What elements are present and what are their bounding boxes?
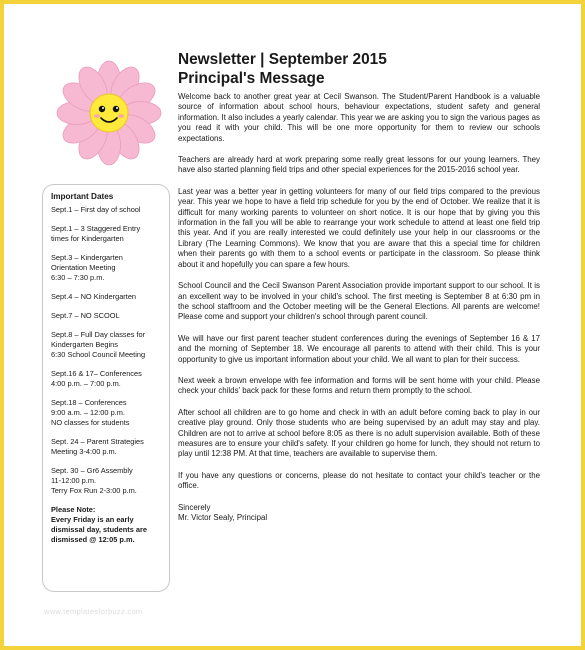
message-body [178,92,540,492]
important-dates-heading: Important Dates [51,192,114,201]
date-entry-line: Terry Fox Run 2-3:00 p.m. [51,486,137,495]
date-entry-line: 6:30 – 7:30 p.m. [51,273,105,282]
date-entry-line: Sept.7 – NO SCOOL [51,311,120,320]
date-entry [51,253,162,283]
flower-right-eye [113,106,119,112]
date-entry-line: Sept. 24 – Parent Strategies [51,437,144,446]
message-paragraph: Next week a brown envelope with fee information and forms will be sent home with your child. Please check your childs' back pack for these forms and return them promptly to the school. [178,375,540,396]
note-line: Every Friday is an early [51,515,134,524]
message-paragraph: School Council and the Cecil Swanson Parent Association provide important support to our school. It is an excellent way to be involved in your child's school. The first meeting is September 8 at 6:30 pm in the school staffroom and the October meeting will be the General Elections. All parents are welcome! Please come and support your children's school through parent council. [178,281,540,322]
newsletter-title: Newsletter | September 2015 [178,51,387,68]
flower-left-eye [99,106,105,112]
date-entry-line: Sept.4 – NO Kindergarten [51,292,137,301]
message-paragraph: We will have our first parent teacher student conferences during the evenings of September 16 & 17 and the morning of September 18. We encourage all parents to attend with their child. This is your opportunity to give us important information about your child. We all want to plan for their success. [178,333,540,364]
date-entry-line: Sept.3 – Kindergarten [51,253,123,262]
date-entry [51,437,162,457]
important-dates-sidebar [42,184,170,592]
date-entry [51,224,162,244]
closing [178,503,540,524]
message-paragraph: Last year was a better year in getting volunteers for many of our field trips compared to the previous year. This year we hope to have a field trip schedule for you by the end of October. We realize that it is difficult for many working parents to volunteer on short notice. It is our hope that by giving you this information in the fall you will be able to rearrange your work schedule to attend at least one field trip this year. And if you are really interested we could definitely use your help in our classrooms or the Library (The Learning Commons). We know that you are aware that this a special time for children when their parents go with them to a school events or participate in the classroom. So please think about it and hopefully you can spare a few hours. [178,186,540,269]
flower-right-cheek [118,114,124,118]
closing-sincerely: Sincerely [178,502,211,512]
date-entry [51,330,162,360]
message-title: Principal's Message [178,70,325,87]
date-entry [51,369,162,389]
message-paragraph: After school all children are to go home and check in with an adult before coming back to play in our creative play ground. Only those students who are being supervised by an adult may stay and play. Children are not to arrive at school before 8:05 as there is no adult supervision available. Both of these measures are to ensure your child's safety. If your children go home for lunch, they should not return to play until 12:38 PM. At that time, teachers are available to supervise them. [178,407,540,459]
note-text [51,515,162,545]
date-entry-line: 6:30 School Council Meeting [51,350,146,359]
date-entry-line: Sept.18 – Conferences [51,398,127,407]
message-paragraph: Teachers are already hard at work preparing some really great lessons for our young learners. They have also started planning field trips and other special experiences for the 2015-2016 school year. [178,155,540,175]
date-entry [51,205,162,215]
important-dates-list [51,205,162,496]
date-entry-line: Kindergarten Begins [51,340,118,349]
date-entry-line: Sept.1 – 3 Staggered Entry [51,224,141,233]
date-entry [51,292,162,302]
date-entry [51,466,162,496]
date-entry-line: Orientation Meeting [51,263,116,272]
date-entry-line: Sept.8 – Full Day classes for [51,330,146,339]
note-line: dismissed @ 12:05 p.m. [51,535,135,544]
smiling-flower-icon [56,54,162,172]
message-paragraph: Welcome back to another great year at Cecil Swanson. The Student/Parent Handbook is a valuable source of information about school hours, behaviour expectations, student safety and general information. It also includes a yearly calendar. This year we are asking you to sign the various pages as you read it with your child. This will be one more opportunity for them to review our schools expectations. [178,92,540,143]
date-entry [51,398,162,428]
date-entry-line: Sept. 30 – Gr6 Assembly [51,466,133,475]
closing-signature: Mr. Victor Sealy, Principal [178,513,268,522]
note-title: Please Note: [51,505,96,514]
flower-left-cheek [94,114,100,118]
date-entry-line: 4:00 p.m. – 7:00 p.m. [51,379,121,388]
date-entry-line: Sept.1 – First day of school [51,205,141,214]
date-entry-line: Meeting 3-4:00 p.m. [51,447,117,456]
note-line: dismissal day, students are [51,525,147,534]
date-entry [51,311,162,321]
flower-face [90,94,128,132]
date-entry-line: times for Kindergarten [51,234,124,243]
watermark: www.templatesforbuzz.com [44,607,143,616]
newsletter-page [4,4,581,646]
date-entry-line: NO classes for students [51,418,130,427]
message-paragraph: If you have any questions or concerns, please do not hesitate to contact your child's teacher or the office. [178,470,540,491]
principal-message [178,50,540,523]
date-entry-line: 9:00 a.m. – 12:00 p.m. [51,408,125,417]
date-entry-line: Sept.16 & 17– Conferences [51,369,142,378]
date-entry-line: 11-12:00 p.m. [51,476,97,485]
